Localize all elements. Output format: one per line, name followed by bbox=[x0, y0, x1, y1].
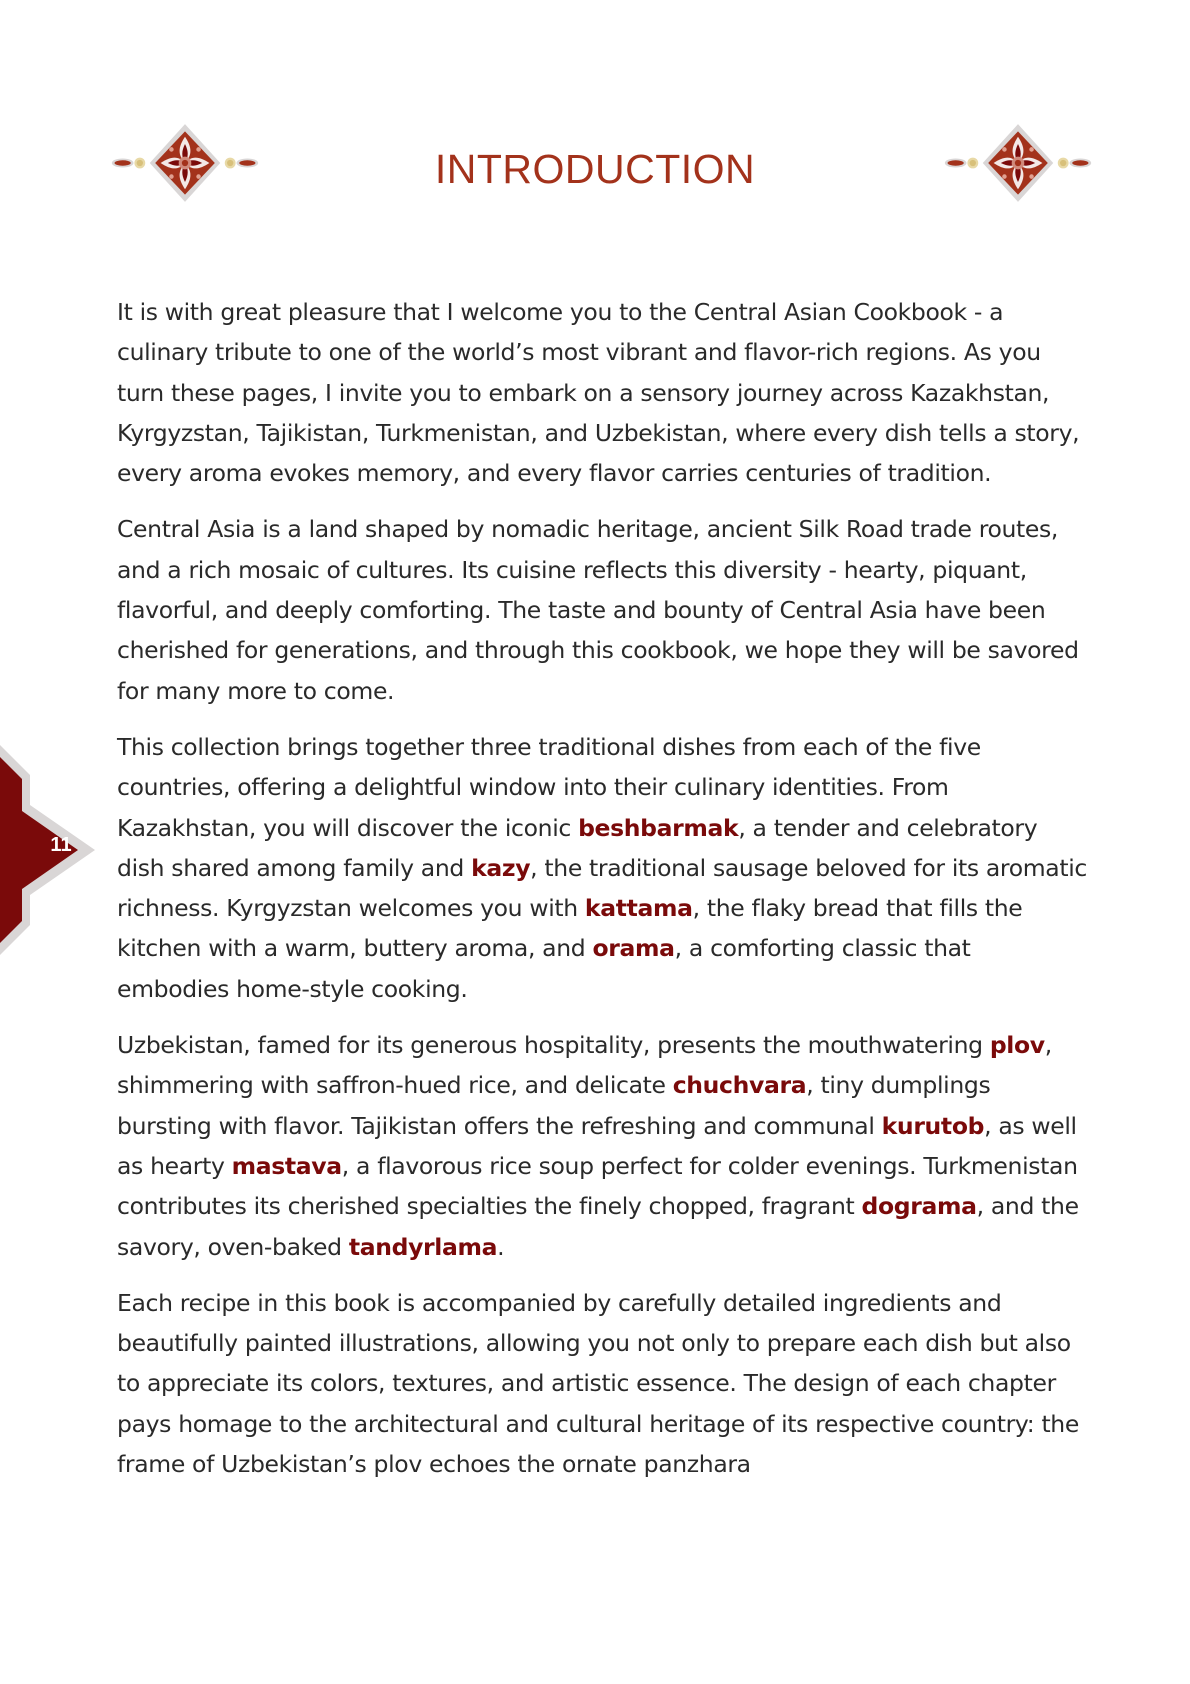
dish-name: beshbarmak bbox=[578, 813, 739, 842]
paragraph-text: , a comforting classic that embodies home-style cooking. bbox=[117, 934, 971, 1003]
paragraph-text: Central Asia is a land shaped by nomadic heritage, ancient Silk Road trade routes, and a rich mosaic of cultures. Its cuisine reflects this diversity - hearty, piquant, flavorful, and deeply comforting. The taste and bounty of Central Asia have been cherished for generations, and through this cookbook, we hope they will be savored for many more to come. bbox=[117, 515, 1079, 705]
paragraph-text: , as well as hearty bbox=[117, 1111, 1077, 1180]
dish-name: mastava bbox=[231, 1151, 342, 1180]
body-paragraph bbox=[117, 727, 1087, 1009]
body-paragraph bbox=[117, 292, 1087, 493]
body-paragraph bbox=[117, 1283, 1087, 1484]
dish-name: plov bbox=[989, 1031, 1045, 1060]
dish-name: kurutob bbox=[881, 1111, 985, 1140]
paragraph-text: Uzbekistan, famed for its generous hospitality, presents the mouthwatering bbox=[117, 1031, 990, 1060]
body-paragraph bbox=[117, 1025, 1087, 1267]
dish-name: chuchvara bbox=[672, 1071, 807, 1100]
page-title: INTRODUCTION bbox=[434, 146, 756, 192]
dish-name: dograma bbox=[861, 1192, 977, 1221]
paragraph-text: , a flavorous rice soup perfect for colder evenings. Turkmenistan contributes its cherished specialties the finely chopped, fragrant bbox=[117, 1151, 1078, 1221]
paragraph-text: , the traditional sausage beloved for its aromatic richness. Kyrgyzstan welcomes you with bbox=[117, 853, 1087, 923]
paragraph-text: Each recipe in this book is accompanied by carefully detailed ingredients and beautifully painted illustrations, allowing you not only to prepare each dish but also to appreciate its colors, textures, and artistic essence. The design of each chapter pays homage to the architectural and cultural heritage of its respective country: the frame of Uzbekistan’s plov echoes the ornate panzhara bbox=[117, 1288, 1079, 1479]
page-number: 11 bbox=[50, 834, 72, 856]
paragraph-text: It is with great pleasure that I welcome you to the Central Asian Cookbook - a culinary tribute to one of the world’s most vibrant and flavor-rich regions. As you turn these pages, I invite you to embark on a sensory journey across Kazakhstan, Kyrgyzstan, Tajikistan, Turkmenistan, and Uzbekistan, where every dish tells a story, every aroma evokes memory, and every flavor carries centuries of tradition. bbox=[117, 298, 1080, 488]
paragraph-text: . bbox=[497, 1232, 505, 1261]
dish-name: kattama bbox=[584, 894, 693, 923]
body-paragraph bbox=[117, 509, 1087, 710]
paragraph-text: , a tender and celebratory dish shared among family and bbox=[117, 813, 1038, 882]
dish-name: kazy bbox=[471, 853, 531, 882]
paragraph-text: , tiny dumplings bursting with flavor. Tajikistan offers the refreshing and communal bbox=[117, 1071, 991, 1140]
paragraph-text: , and the savory, oven-baked bbox=[117, 1192, 1079, 1261]
paragraph-text: This collection brings together three traditional dishes from each of the five countries, offering a delightful window into their culinary identities. From Kazakhstan, you will discover the iconic bbox=[117, 732, 981, 842]
floral-diamond-ornament-icon bbox=[943, 120, 1093, 206]
paragraph-text: , shimmering with saffron-hued rice, and delicate bbox=[117, 1031, 1052, 1100]
dish-name: orama bbox=[592, 934, 675, 963]
dish-name: tandyrlama bbox=[348, 1232, 498, 1261]
paragraph-text: , the flaky bread that fills the kitchen with a warm, buttery aroma, and bbox=[117, 894, 1023, 963]
introduction-body bbox=[117, 292, 1087, 1500]
